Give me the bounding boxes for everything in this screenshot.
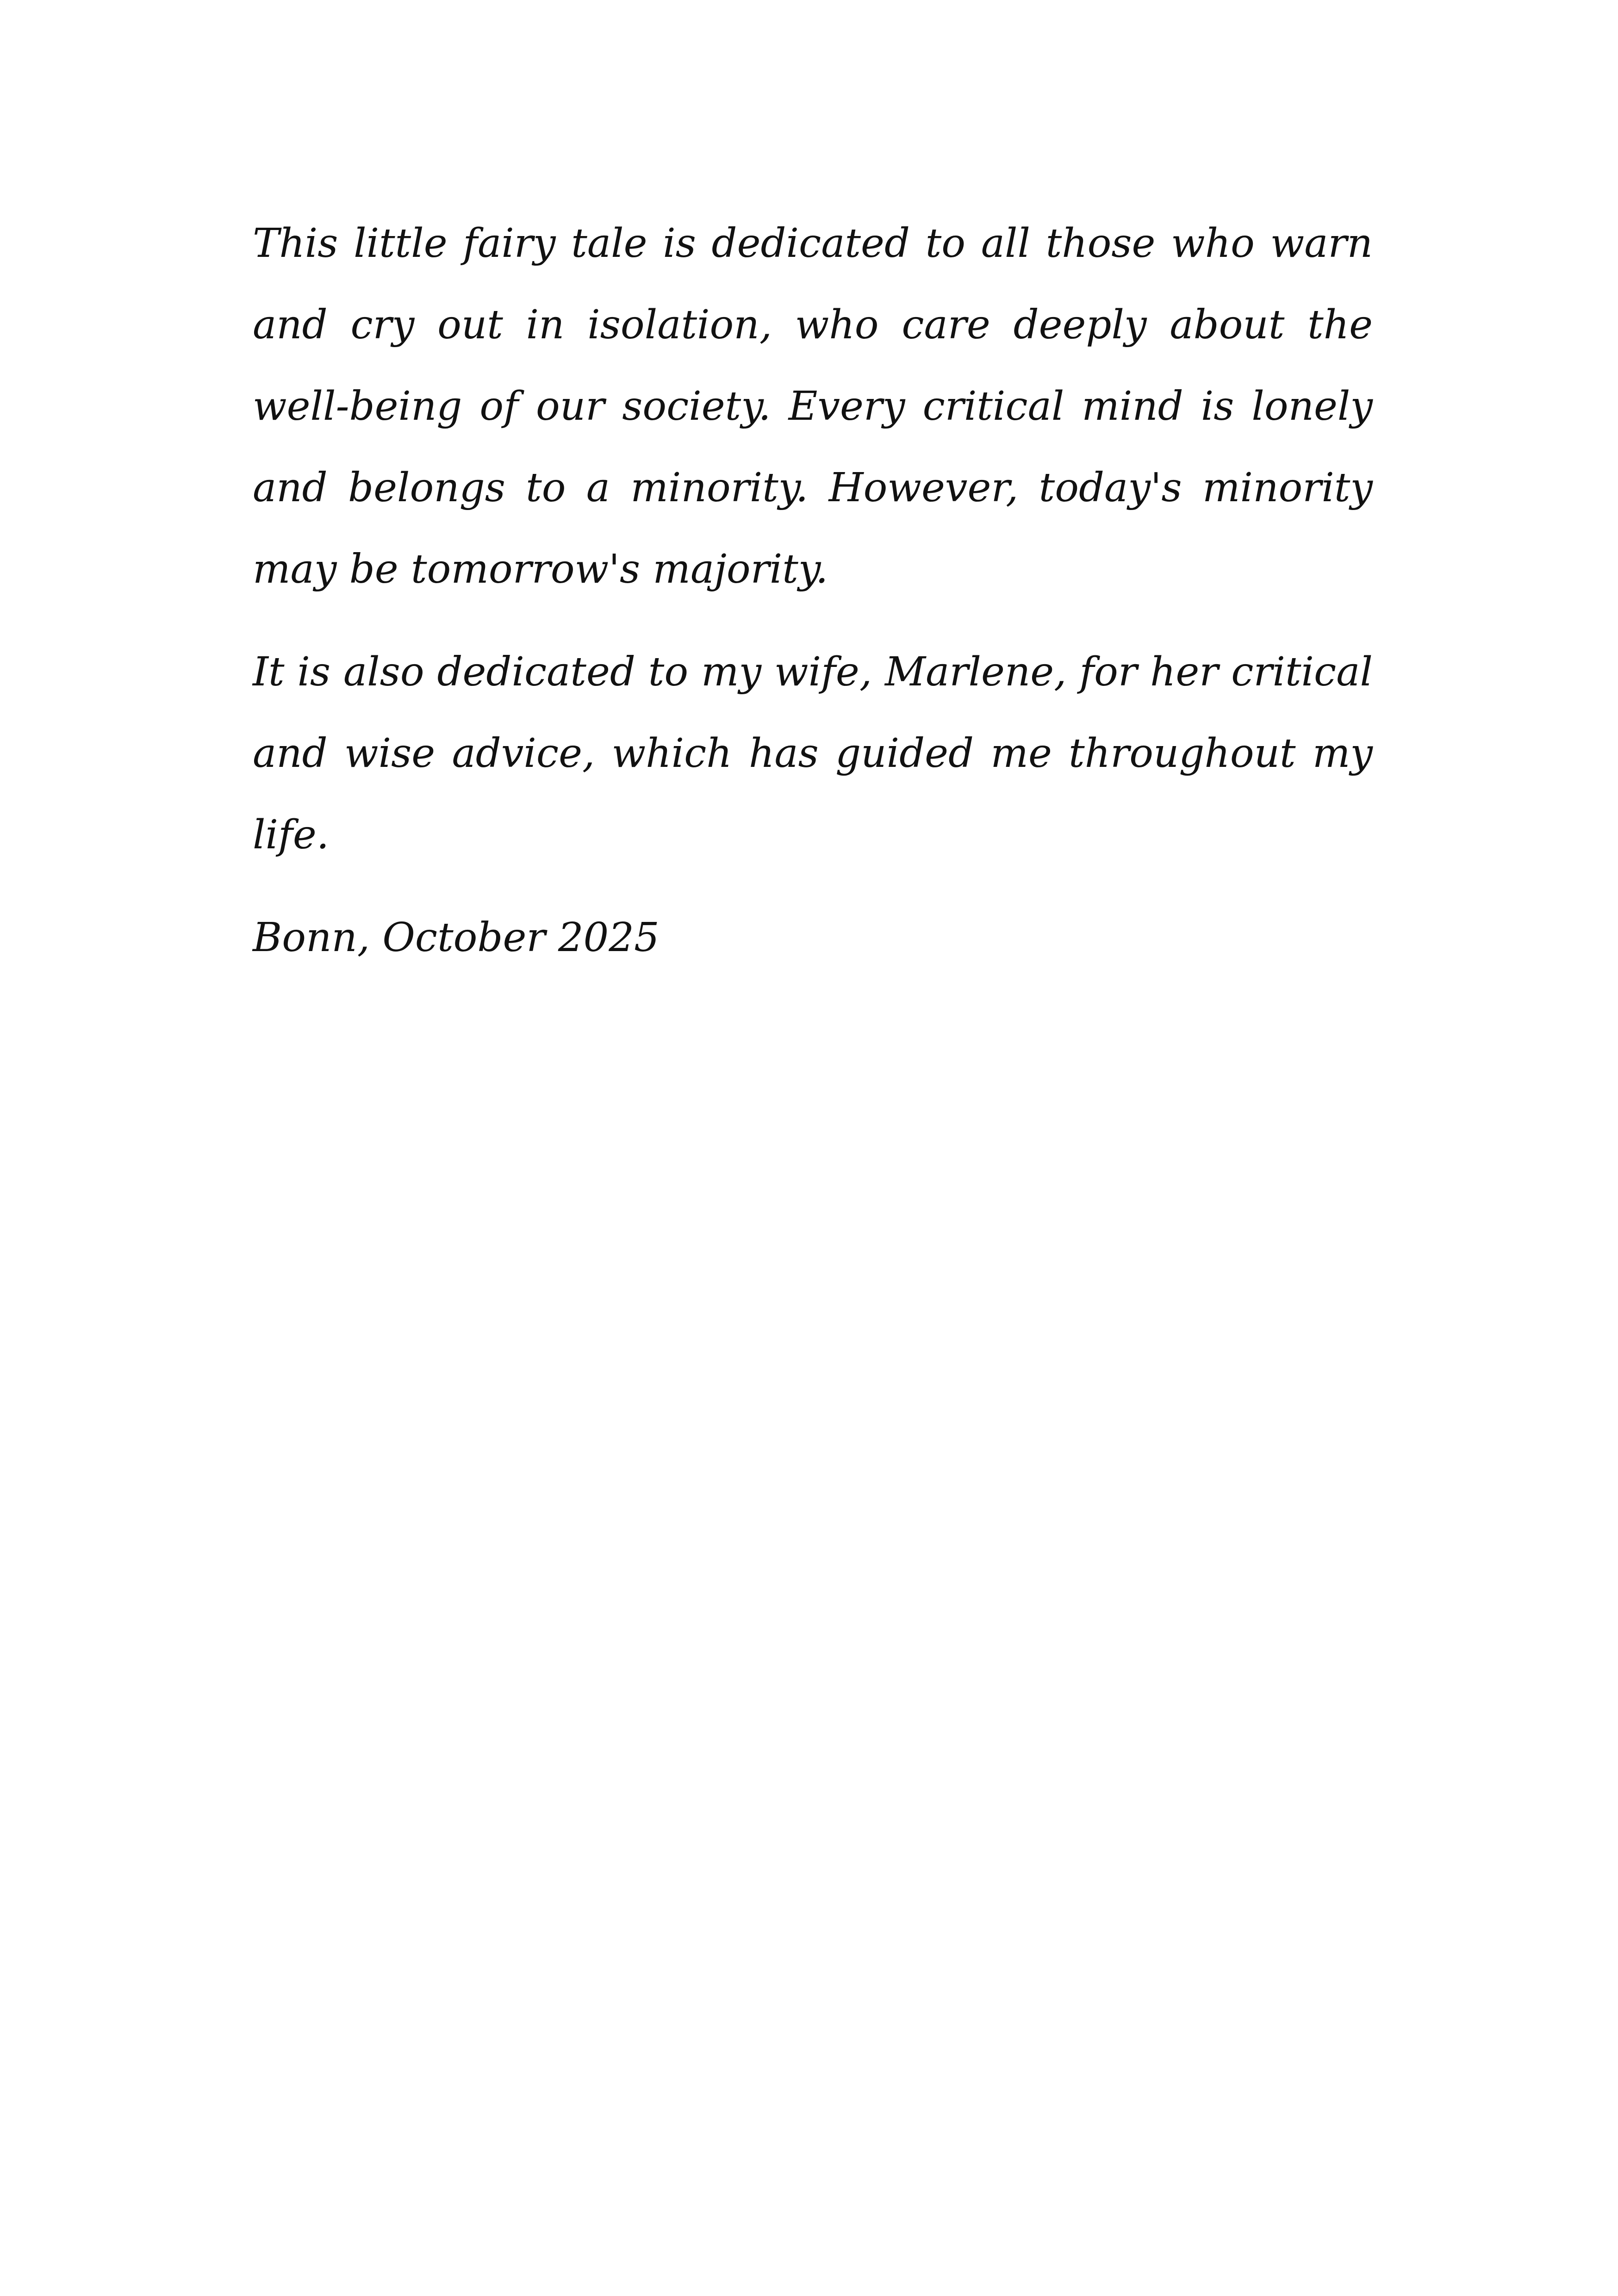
place-date-signoff: Bonn, October 2025: [253, 915, 660, 961]
dedication-paragraph-2: It is also dedicated to my wife, Marlene, for her critical and wise advice, which has guided me throughout my life.: [253, 649, 1373, 858]
dedication-paragraph-1: This little fairy tale is dedicated to all those who warn and cry out in isolation, who care deeply about the well-being of our society. Every critical mind is lonely and belongs to a minority. However, today's minority may be tomorrow's majority.: [253, 220, 1373, 592]
dedication-text: [253, 203, 1373, 978]
